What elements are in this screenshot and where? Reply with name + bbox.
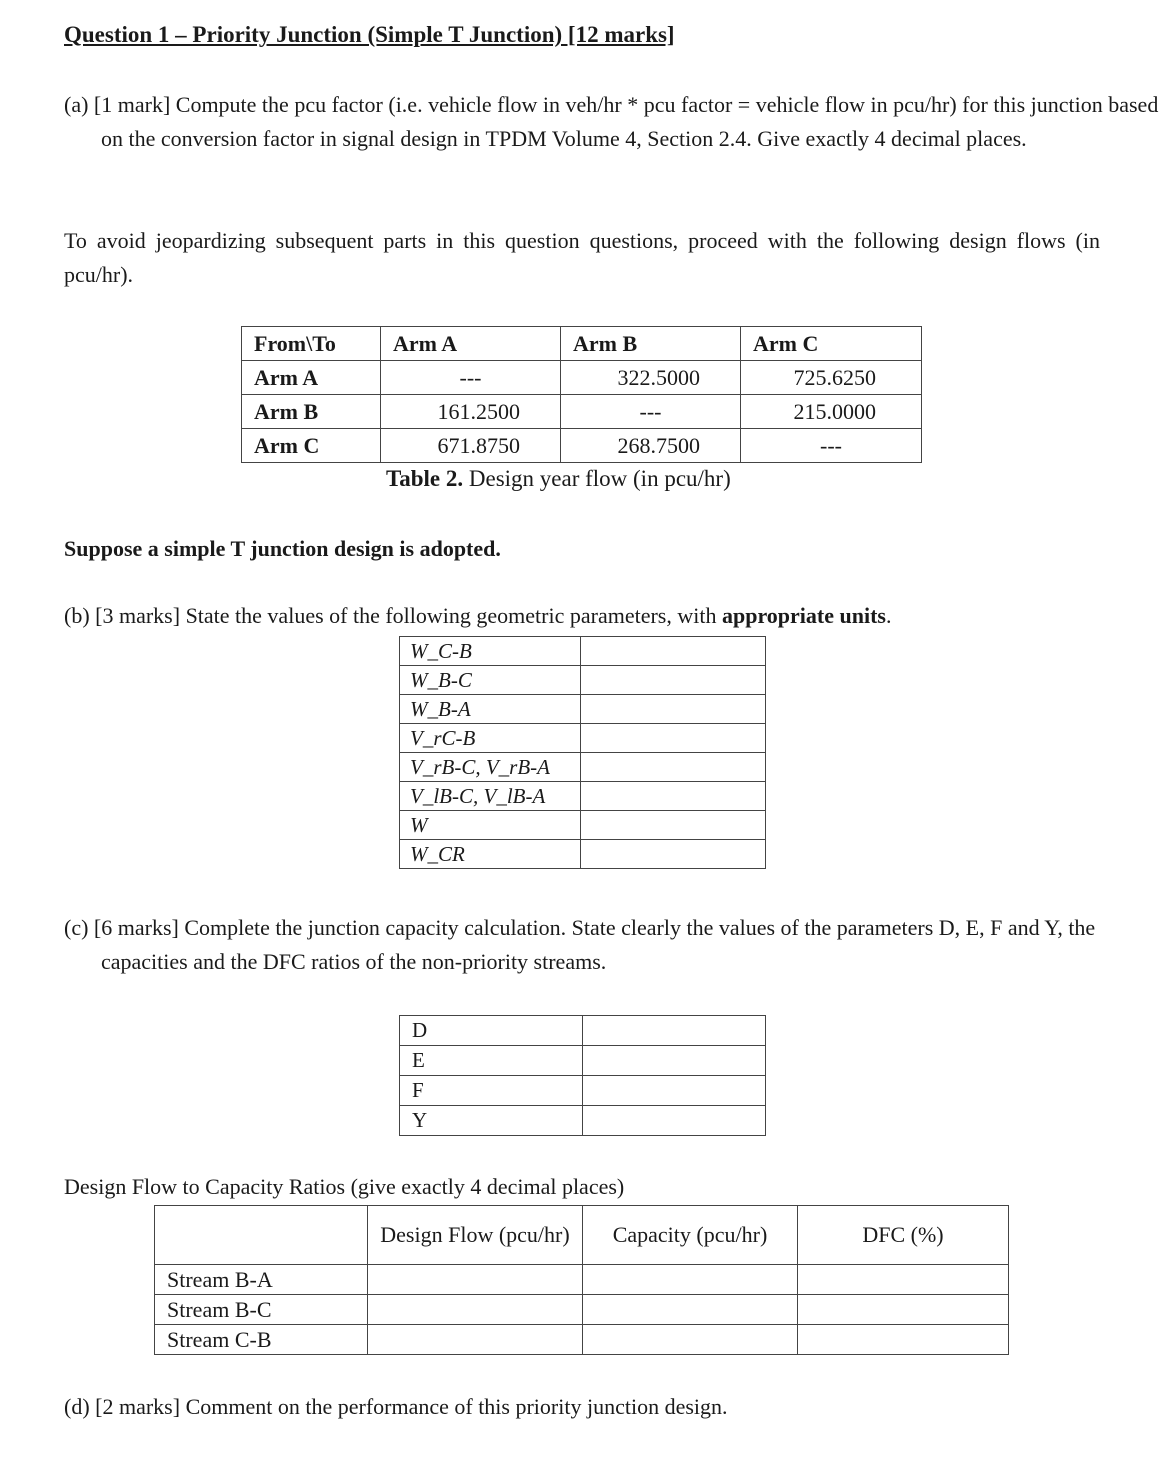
answer-cell[interactable] <box>581 637 766 666</box>
header-cell: Arm B <box>561 327 741 361</box>
answer-cell[interactable] <box>583 1325 798 1355</box>
header-cell: Arm C <box>741 327 922 361</box>
answer-cell[interactable] <box>581 811 766 840</box>
answer-cell[interactable] <box>581 840 766 869</box>
table-cell: 161.2500 <box>381 395 561 429</box>
part-b-bold: appropriate units <box>721 603 886 628</box>
row-label: Arm B <box>242 395 381 429</box>
header-design-flow: Design Flow (pcu/hr) <box>368 1206 583 1265</box>
param-label: E <box>400 1046 583 1076</box>
param-w-cr <box>400 840 581 869</box>
table-cell: --- <box>381 361 561 395</box>
param-label: V_lB-C, V_lB-A <box>410 783 546 808</box>
table-row <box>155 1325 1009 1355</box>
param-label: W_B-C <box>410 667 472 692</box>
header-capacity: Capacity (pcu/hr) <box>583 1206 798 1265</box>
param-label: W <box>410 812 428 837</box>
param-w-bc <box>400 666 581 695</box>
header-dfc: DFC (%) <box>798 1206 1009 1265</box>
answer-cell[interactable] <box>368 1295 583 1325</box>
table-row <box>400 724 766 753</box>
stream-label: Stream B-A <box>155 1265 368 1295</box>
caption-text: Design year flow (in pcu/hr) <box>463 466 731 491</box>
answer-cell[interactable] <box>583 1076 766 1106</box>
answer-cell[interactable] <box>368 1265 583 1295</box>
design-flow-note: To avoid jeopardizing subsequent parts in this question questions, proceed with the following design flows (in pcu/hr). <box>64 228 1100 287</box>
table-row <box>400 782 766 811</box>
table-row <box>155 1295 1009 1325</box>
part-c-text: (c) [6 marks] Complete the junction capacity calculation. State clearly the values of the parameters D, E, F and Y, the capacities and the DFC ratios of the non-priority streams. <box>64 915 1096 974</box>
part-b-text <box>64 599 891 633</box>
row-label: Arm C <box>242 429 381 463</box>
header-cell: From\To <box>242 327 381 361</box>
design-flow-table <box>241 326 922 463</box>
answer-cell[interactable] <box>798 1295 1009 1325</box>
table-caption <box>386 466 731 492</box>
part-b-suffix: . <box>885 603 892 628</box>
dfc-title: Design Flow to Capacity Ratios (give exactly 4 decimal places) <box>64 1174 625 1199</box>
table-cell: 268.7500 <box>561 429 741 463</box>
answer-cell[interactable] <box>581 695 766 724</box>
suppose-text: Suppose a simple T junction design is adopted. <box>64 536 501 561</box>
geometric-parameters-table <box>399 636 766 869</box>
dfc-table <box>154 1205 1009 1355</box>
table-cell: 671.8750 <box>381 429 561 463</box>
table-header-row <box>242 327 922 361</box>
table-row <box>400 637 766 666</box>
answer-cell[interactable] <box>368 1325 583 1355</box>
answer-cell[interactable] <box>581 724 766 753</box>
caption-label: Table 2. <box>386 466 464 491</box>
param-label: W_CR <box>410 841 465 866</box>
stream-label: Stream B-C <box>155 1295 368 1325</box>
answer-cell[interactable] <box>581 782 766 811</box>
table-cell: 322.5000 <box>561 361 741 395</box>
table-row <box>400 1076 766 1106</box>
param-label: V_rB-C, V_rB-A <box>410 754 550 779</box>
table-header-row <box>155 1206 1009 1265</box>
answer-cell[interactable] <box>581 753 766 782</box>
param-vr-cb <box>400 724 581 753</box>
table-row <box>400 695 766 724</box>
answer-cell[interactable] <box>583 1016 766 1046</box>
param-w-ba <box>400 695 581 724</box>
answer-cell[interactable] <box>583 1295 798 1325</box>
table-row <box>242 361 922 395</box>
table-cell: --- <box>741 429 922 463</box>
header-cell: Arm A <box>381 327 561 361</box>
table-row <box>400 1046 766 1076</box>
part-a-text: (a) [1 mark] Compute the pcu factor (i.e. vehicle flow in veh/hr * pcu factor = vehicle flow in pcu/hr) for this junction based on the conversion factor in signal design in TPDM Volume 4, Section 2.4. Give exactly 4 decimal places. <box>64 92 1159 151</box>
param-vr-b <box>400 753 581 782</box>
table-cell: --- <box>561 395 741 429</box>
table-row <box>400 1106 766 1136</box>
param-w <box>400 811 581 840</box>
param-label: W_B-A <box>410 696 471 721</box>
question-title: Question 1 – Priority Junction (Simple T Junction) [12 marks] <box>64 22 675 47</box>
answer-cell[interactable] <box>583 1106 766 1136</box>
answer-cell[interactable] <box>798 1265 1009 1295</box>
stream-label: Stream C-B <box>155 1325 368 1355</box>
answer-cell[interactable] <box>581 666 766 695</box>
table-row <box>400 840 766 869</box>
param-w-cb <box>400 637 581 666</box>
table-row <box>155 1265 1009 1295</box>
table-row <box>242 429 922 463</box>
table-cell: 215.0000 <box>741 395 922 429</box>
capacity-parameters-table <box>399 1015 766 1136</box>
table-row <box>242 395 922 429</box>
table-row <box>400 666 766 695</box>
param-label: D <box>400 1016 583 1046</box>
header-cell <box>155 1206 368 1265</box>
param-vl-b <box>400 782 581 811</box>
param-label: V_rC-B <box>410 725 476 750</box>
row-label: Arm A <box>242 361 381 395</box>
answer-cell[interactable] <box>798 1325 1009 1355</box>
table-cell: 725.6250 <box>741 361 922 395</box>
param-label: F <box>400 1076 583 1106</box>
table-row <box>400 1016 766 1046</box>
part-b-prefix: (b) [3 marks] State the values of the following geometric parameters, with <box>64 603 722 628</box>
param-label: Y <box>400 1106 583 1136</box>
table-row <box>400 753 766 782</box>
table-row <box>400 811 766 840</box>
answer-cell[interactable] <box>583 1046 766 1076</box>
param-label: W_C-B <box>410 638 472 663</box>
part-d-text: (d) [2 marks] Comment on the performance of this priority junction design. <box>64 1394 728 1419</box>
answer-cell[interactable] <box>583 1265 798 1295</box>
